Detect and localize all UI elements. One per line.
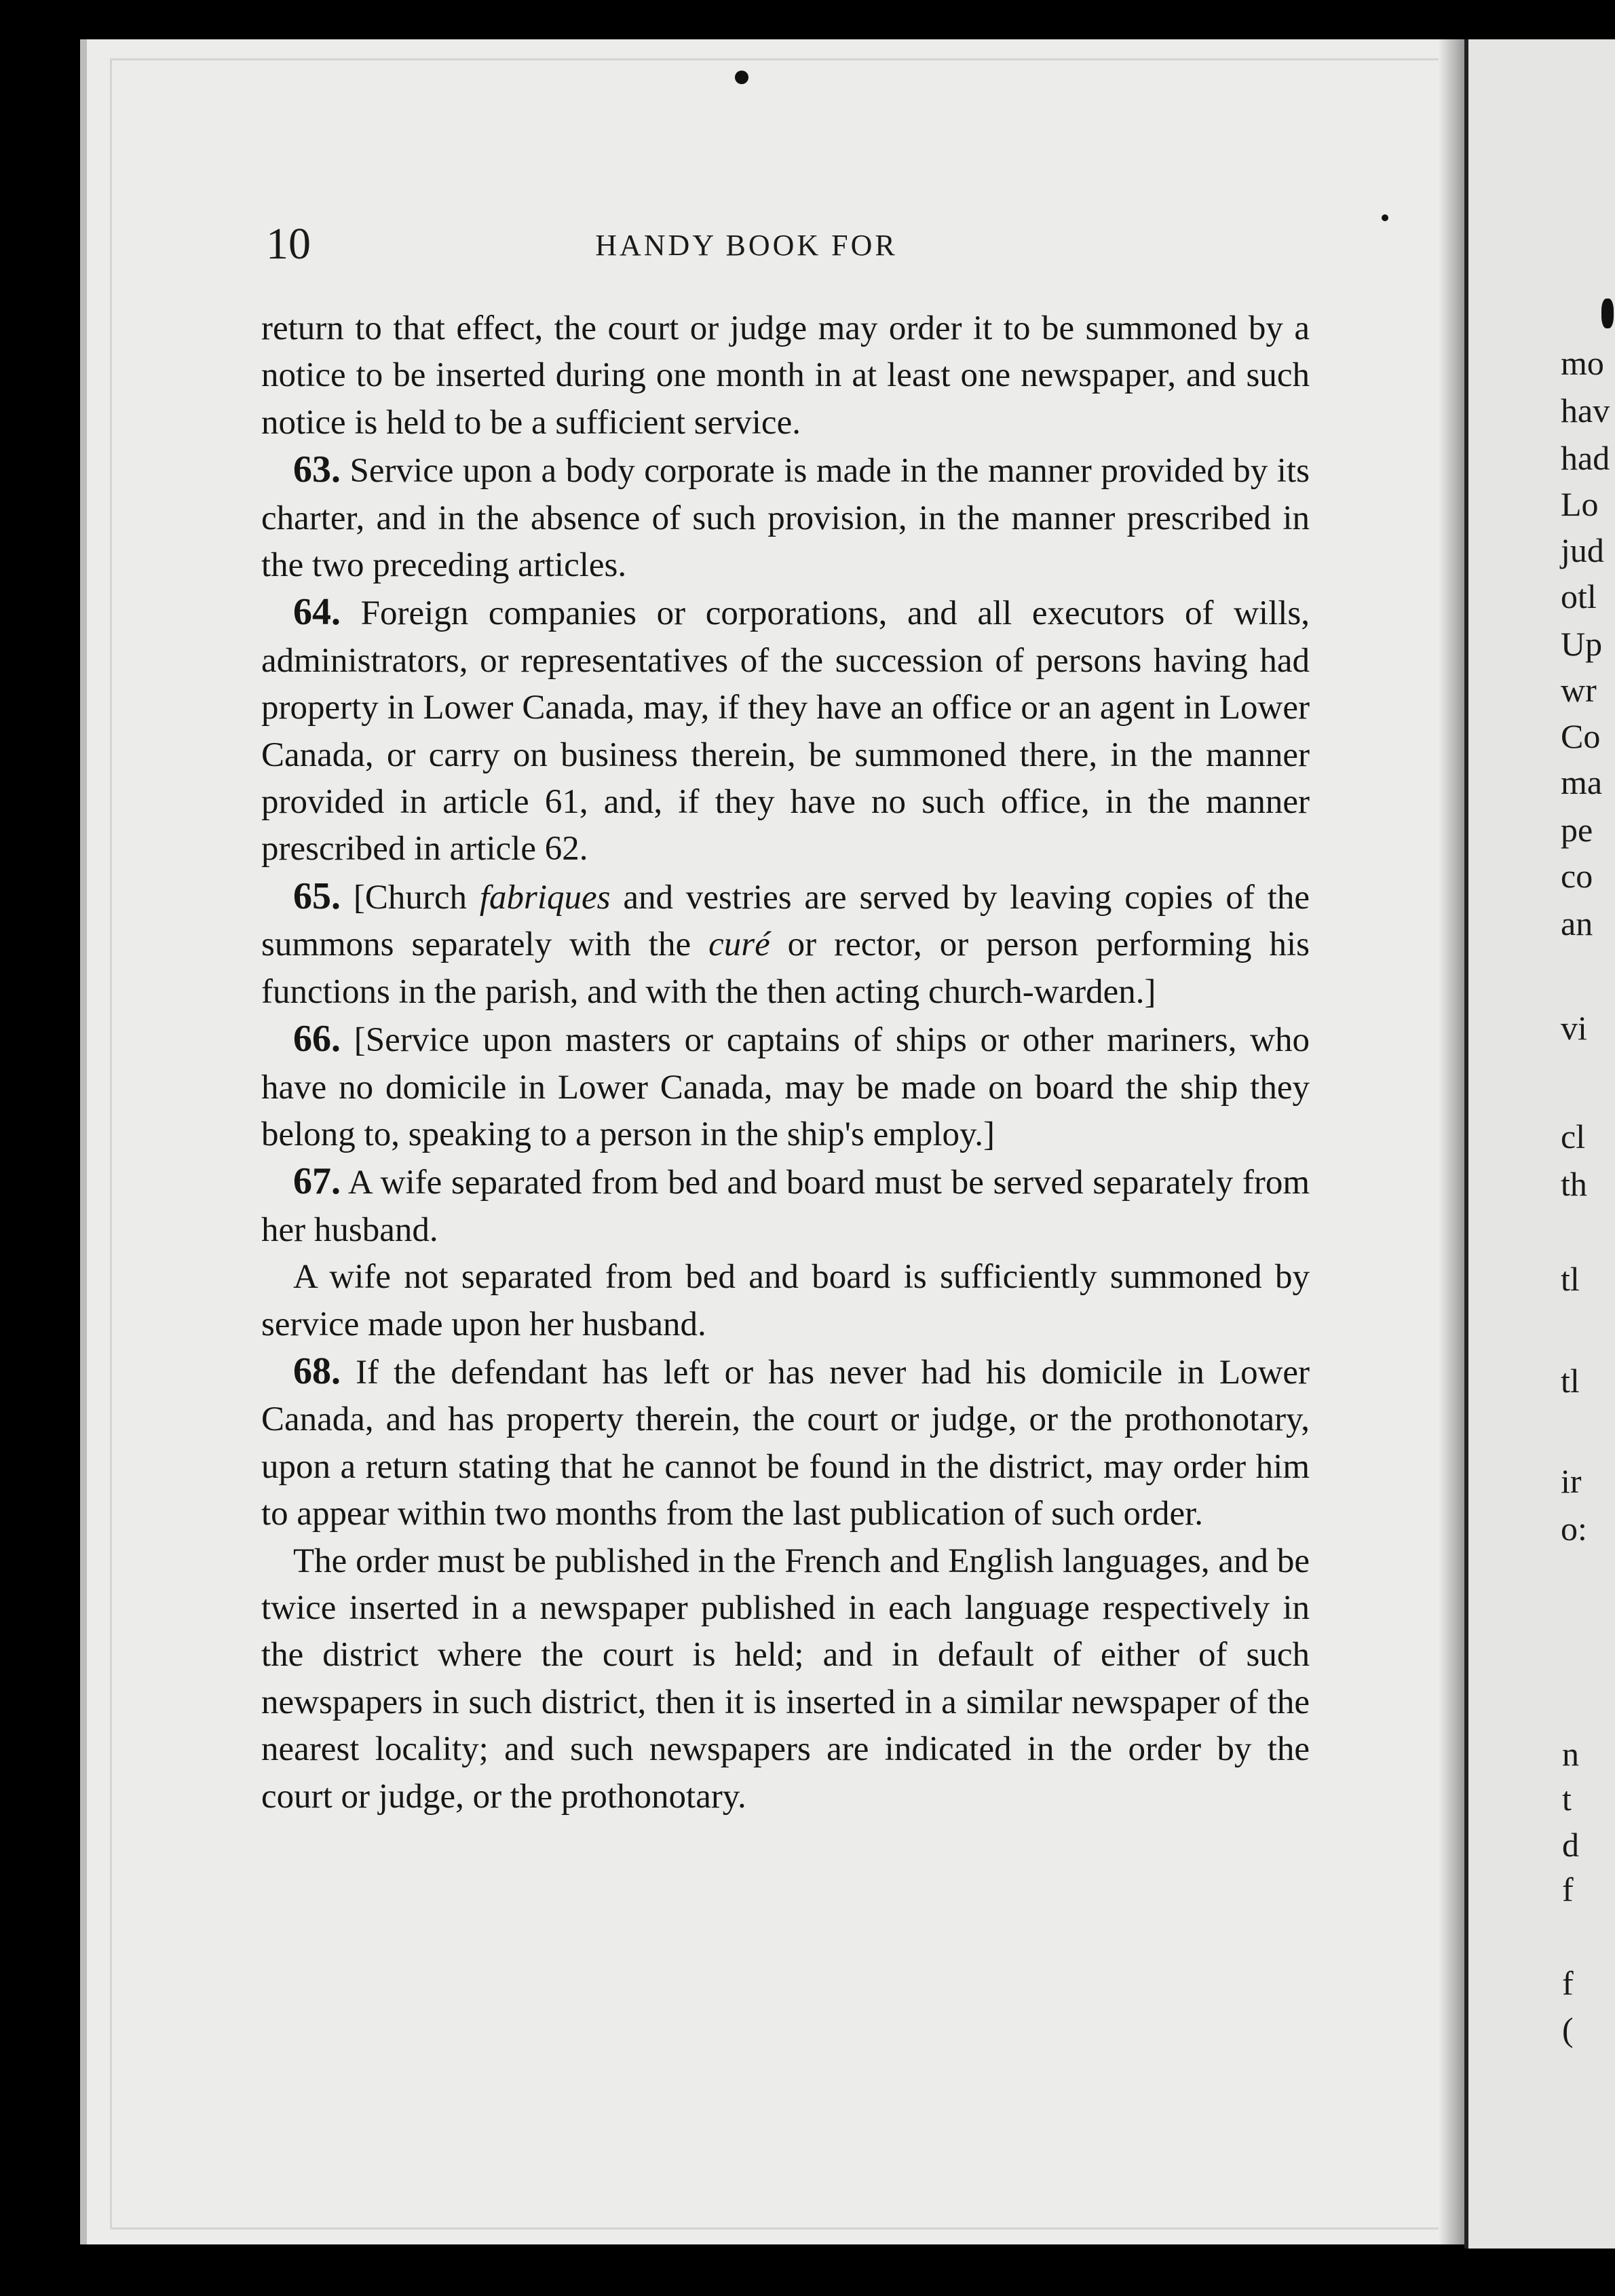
speck-mark	[1382, 214, 1388, 221]
article-text: If the defendant has left or has never had his domicile in Lower Canada, and has property therein, the court or judge, or the prothonotary, upon a return stating that he cannot be found in the district, may order him to appear within two months from the last publication of such order.	[261, 1353, 1310, 1533]
text-fragment: tl	[1561, 1260, 1580, 1298]
binding-hole-mark	[735, 71, 748, 84]
text-fragment: an	[1561, 904, 1593, 942]
text-fragment: Co	[1561, 717, 1601, 755]
text-fragment: co	[1561, 857, 1593, 895]
article-63	[261, 446, 1310, 589]
body-text	[261, 305, 1310, 1820]
text-fragment: Up	[1561, 625, 1603, 663]
text-fragment: jud	[1561, 531, 1604, 569]
text-fragment: ir	[1561, 1462, 1582, 1500]
text-fragment: hav	[1561, 391, 1610, 429]
text-fragment: (	[1562, 2010, 1574, 2048]
article-66	[261, 1016, 1310, 1158]
paragraph: A wife not separated from bed and board is sufficiently summoned by service made upon her husband.	[261, 1258, 1310, 1343]
text-fragment: had	[1561, 439, 1610, 477]
article-65	[261, 873, 1310, 1016]
article-number: 68.	[293, 1350, 341, 1392]
text-fragment: f	[1562, 1871, 1574, 1909]
article-number: 65.	[293, 875, 341, 917]
article-text-mid: and vestries are served by leaving copies of the summons separately with the	[261, 878, 1310, 964]
text-fragment: wr	[1561, 671, 1597, 709]
article-67	[261, 1158, 1310, 1254]
article-text-post: or rector, or person performing his functions in the parish, and with the then acting church-warden.]	[261, 925, 1310, 1011]
text-fragment: cl	[1561, 1117, 1586, 1155]
article-text-pre: [Church	[353, 878, 480, 917]
italic-term: fabriques	[479, 878, 611, 917]
text-fragment: ma	[1561, 763, 1603, 801]
text-fragment: otl	[1561, 577, 1597, 615]
text-fragment: Lo	[1561, 485, 1599, 523]
article-68	[261, 1348, 1310, 1538]
article-text: A wife separated from bed and board must be served separately from her husband.	[261, 1164, 1310, 1249]
article-number: 64.	[293, 591, 341, 634]
margin-blot-mark	[1601, 299, 1614, 328]
article-number: 66.	[293, 1018, 341, 1060]
gutter-shadow	[1439, 39, 1464, 2244]
text-fragment: th	[1561, 1165, 1587, 1203]
text-fragment: tl	[1561, 1362, 1580, 1400]
text-fragment: d	[1562, 1826, 1579, 1864]
page-number: 10	[266, 219, 311, 269]
text-fragment: t	[1562, 1780, 1572, 1818]
text-fragment: o:	[1561, 1510, 1587, 1548]
article-number: 67.	[293, 1160, 341, 1203]
text-fragment: f	[1562, 1964, 1574, 2002]
article-text: Foreign companies or corporations, and all executors of wills, administrators, or representatives of the succession of persons having had property in Lower Canada, may, if they have an office or an agent in Lower Canada, or carry on business therein, be summoned there, in the manner provided in article 61, and, if they have no such office, in the manner prescribed in article 62.	[261, 594, 1310, 868]
article-number: 63.	[293, 448, 341, 491]
paragraph-continued: return to that effect, the court or judge may order it to be summoned by a notice to be inserted during one month in at least one newspaper, and such notice is held to be a sufficient service.	[261, 309, 1310, 442]
italic-term: curé	[708, 925, 770, 964]
article-64	[261, 589, 1310, 873]
running-title: HANDY BOOK FOR	[595, 229, 898, 262]
article-text: Service upon a body corporate is made in the manner provided by its charter, and in the absence of such provision, in the manner prescribed in the two preceding articles.	[261, 452, 1310, 585]
text-fragment: vi	[1561, 1009, 1587, 1047]
text-fragment: pe	[1561, 811, 1593, 849]
text-fragment: n	[1562, 1735, 1579, 1773]
article-text: [Service upon masters or captains of ships or other mariners, who have no domicile in Lower Canada, may be made on board the ship they belong to, speaking to a person in the ship's employ.]	[261, 1021, 1310, 1153]
paragraph: The order must be published in the French and English languages, and be twice inserted in a newspaper published in each language respectively in the district where the court is held; and in default of either of such newspapers in such district, then it is inserted in a similar newspaper of the nearest locality; and such newspapers are indicated in the order by the court or judge, or the prothonotary.	[261, 1542, 1310, 1816]
text-fragment: mo	[1561, 344, 1604, 382]
